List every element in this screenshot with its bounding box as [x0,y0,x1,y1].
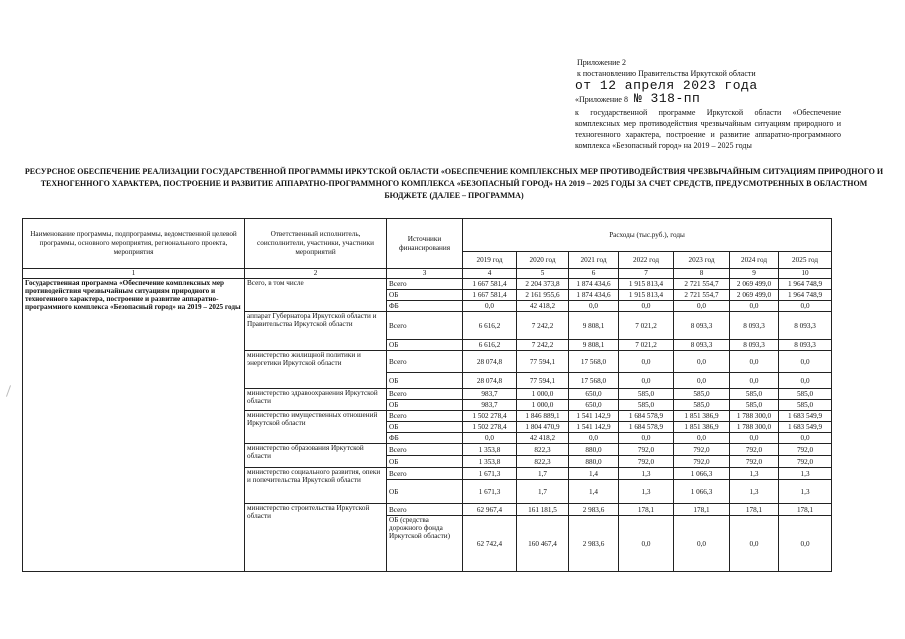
source-cell: Всего [387,351,463,373]
value-cell: 1 066,3 [674,480,730,504]
value-cell: 6 616,2 [463,312,517,340]
value-cell: 880,0 [569,444,619,456]
value-cell: 1 667 581,4 [463,290,517,301]
header-year: 2025 год [779,252,832,269]
document-title: РЕСУРСНОЕ ОБЕСПЕЧЕНИЕ РЕАЛИЗАЦИИ ГОСУДАРСТВЕННОЙ ПРОГРАММЫ ИРКУТСКОЙ ОБЛАСТИ «ОБЕСПЕЧЕНИЕ КОМПЛЕКСНЫХ МЕР ПРОТИВОДЕЙСТВИЯ ЧРЕЗВЫЧАЙНЫМ СИТУАЦИЯМ ПРИРОДНОГО И ТЕХНОГЕННОГО ХАРАКТЕРА, ПОСТРОЕНИЕ И РАЗВИТИЕ АППАРАТНО-ПРОГРАММНОГО КОМПЛЕКСА «БЕЗОПАСНЫЙ ГОРОД» НА 2019 – 2025 ГОДЫ ЗА СЧЕТ СРЕДСТВ, ПРЕДУСМОТРЕННЫХ В ОБЛАСТНОМ БЮДЖЕТЕ (ДАЛЕЕ – ПРОГРАММА) [24,167,884,200]
value-cell: 1,4 [569,468,619,480]
value-cell: 0,0 [674,301,730,312]
source-cell: ОБ [387,290,463,301]
value-cell: 1,7 [517,480,569,504]
header-name: Наименование программы, подпрограммы, ведомственной целевой программы, основного мероприятия, регионального проекта, мероприятия [23,219,245,269]
value-cell: 2 161 955,6 [517,290,569,301]
value-cell: 1,3 [730,468,779,480]
value-cell: 983,7 [463,400,517,411]
source-cell: Всего [387,389,463,400]
value-cell: 585,0 [730,389,779,400]
column-number: 10 [779,269,832,279]
value-cell: 0,0 [569,301,619,312]
value-cell: 62 967,4 [463,504,517,516]
value-cell: 42 418,2 [517,301,569,312]
value-cell: 0,0 [569,433,619,444]
value-cell: 2 721 554,7 [674,290,730,301]
source-cell: ФБ [387,433,463,444]
value-cell: 0,0 [619,433,674,444]
value-cell: 8 093,3 [730,312,779,340]
source-cell: ОБ [387,480,463,504]
executor-cell: министерство здравоохранения Иркутской области [245,389,387,411]
value-cell: 7 242,2 [517,312,569,340]
value-cell: 28 074,8 [463,351,517,373]
value-cell: 161 181,5 [517,504,569,516]
value-cell: 1,3 [730,480,779,504]
source-cell: ОБ (средства дорожного фонда Иркутской области) [387,516,463,572]
value-cell: 1 671,3 [463,468,517,480]
value-cell: 0,0 [674,516,730,572]
value-cell: 0,0 [619,516,674,572]
header-expenses: Расходы (тыс.руб.), годы [463,219,832,252]
attachment-body: к государственной программе Иркутской области «Обеспечение комплексных мер противодействия чрезвычайным ситуациям природного и техногенного характера, построение и развитие аппаратно-программного комплекса «Безопасный город» на 2019 – 2025 годы [575,108,841,150]
value-cell: 2 983,6 [569,504,619,516]
value-cell: 42 418,2 [517,433,569,444]
value-cell: 2 721 554,7 [674,279,730,290]
value-cell: 6 616,2 [463,340,517,351]
value-cell: 0,0 [779,516,832,572]
value-cell: 1 502 278,4 [463,422,517,433]
source-cell: Всего [387,468,463,480]
value-cell: 0,0 [730,516,779,572]
value-cell: 585,0 [674,389,730,400]
value-cell: 1,7 [517,468,569,480]
value-cell: 0,0 [730,373,779,389]
value-cell: 1,3 [619,480,674,504]
value-cell: 1,3 [619,468,674,480]
value-cell: 1 964 748,9 [779,279,832,290]
value-cell: 1,3 [779,468,832,480]
value-cell: 0,0 [619,373,674,389]
header-source: Источники финансирования [387,219,463,269]
value-cell: 1 671,3 [463,480,517,504]
value-cell: 8 093,3 [730,340,779,351]
value-cell: 1 667 581,4 [463,279,517,290]
value-cell: 0,0 [730,301,779,312]
table-row [23,279,832,290]
value-cell: 8 093,3 [779,312,832,340]
value-cell: 9 808,1 [569,312,619,340]
executor-cell: аппарат Губернатора Иркутской области и Правительства Иркутской области [245,312,387,351]
column-number: 3 [387,269,463,279]
value-cell: 2 983,6 [569,516,619,572]
source-cell: Всего [387,504,463,516]
value-cell: 8 093,3 [779,340,832,351]
value-cell: 1 684 578,9 [619,422,674,433]
value-cell: 7 021,2 [619,340,674,351]
value-cell: 792,0 [779,456,832,468]
column-number: 1 [23,269,245,279]
value-cell: 792,0 [619,444,674,456]
value-cell: 1 683 549,9 [779,411,832,422]
resource-table [22,218,832,572]
value-cell: 178,1 [619,504,674,516]
value-cell: 9 808,1 [569,340,619,351]
value-cell: 0,0 [779,433,832,444]
value-cell: 0,0 [674,351,730,373]
value-cell: 178,1 [779,504,832,516]
value-cell: 1 874 434,6 [569,290,619,301]
value-cell: 2 204 373,8 [517,279,569,290]
header-year: 2023 год [674,252,730,269]
value-cell: 7 242,2 [517,340,569,351]
value-cell: 0,0 [674,373,730,389]
value-cell: 585,0 [619,400,674,411]
source-cell: ОБ [387,422,463,433]
program-name: Государственная программа «Обеспечение комплексных мер противодействия чрезвычайным ситуациям природного и техногенного характера, построение и развитие аппаратно-программного комплекса «Безопасный город» на 2019 – 2025 годы [23,279,245,572]
value-cell: 1 851 386,9 [674,411,730,422]
value-cell: 2 069 499,0 [730,290,779,301]
value-cell: 77 594,1 [517,373,569,389]
column-number: 8 [674,269,730,279]
executor-cell: министерство образования Иркутской области [245,444,387,468]
value-cell: 585,0 [779,400,832,411]
value-cell: 792,0 [674,444,730,456]
value-cell: 822,3 [517,444,569,456]
value-cell: 1,4 [569,480,619,504]
value-cell: 2 069 499,0 [730,279,779,290]
value-cell: 1 541 142,9 [569,422,619,433]
source-cell: Всего [387,312,463,340]
column-number: 4 [463,269,517,279]
value-cell: 1 788 300,0 [730,411,779,422]
value-cell: 0,0 [730,433,779,444]
value-cell: 1 683 549,9 [779,422,832,433]
value-cell: 1 915 813,4 [619,279,674,290]
value-cell: 0,0 [779,351,832,373]
value-cell: 17 568,0 [569,373,619,389]
value-cell: 585,0 [730,400,779,411]
value-cell: 585,0 [779,389,832,400]
attachment-number: № 318-пп [633,91,701,106]
column-number: 7 [619,269,674,279]
column-number: 2 [245,269,387,279]
value-cell: 880,0 [569,456,619,468]
value-cell: 17 568,0 [569,351,619,373]
source-cell: ОБ [387,456,463,468]
value-cell: 0,0 [779,373,832,389]
value-cell: 0,0 [619,301,674,312]
value-cell: 77 594,1 [517,351,569,373]
value-cell: 1 000,0 [517,400,569,411]
value-cell: 585,0 [619,389,674,400]
column-number: 6 [569,269,619,279]
value-cell: 792,0 [779,444,832,456]
value-cell: 0,0 [730,351,779,373]
attachment-line2: к постановлению Правительства Иркутской области [577,69,756,78]
executor-cell: министерство социального развития, опеки и попечительства Иркутской области [245,468,387,504]
value-cell: 7 021,2 [619,312,674,340]
source-cell: ОБ [387,373,463,389]
value-cell: 1 851 386,9 [674,422,730,433]
attachment-line1: Приложение 2 [577,58,626,67]
value-cell: 1 915 813,4 [619,290,674,301]
value-cell: 160 467,4 [517,516,569,572]
value-cell: 983,7 [463,389,517,400]
value-cell: 0,0 [463,433,517,444]
value-cell: 178,1 [674,504,730,516]
value-cell: 585,0 [674,400,730,411]
value-cell: 1 874 434,6 [569,279,619,290]
value-cell: 8 093,3 [674,312,730,340]
header-year: 2019 год [463,252,517,269]
executor-cell: Всего, в том числе [245,279,387,312]
value-cell: 1 804 470,9 [517,422,569,433]
value-cell: 1,3 [779,480,832,504]
value-cell: 792,0 [619,456,674,468]
value-cell: 1 964 748,9 [779,290,832,301]
column-number: 9 [730,269,779,279]
value-cell: 792,0 [730,456,779,468]
source-cell: Всего [387,411,463,422]
header-year: 2020 год [517,252,569,269]
value-cell: 0,0 [463,301,517,312]
value-cell: 0,0 [619,351,674,373]
source-cell: Всего [387,279,463,290]
value-cell: 62 742,4 [463,516,517,572]
value-cell: 792,0 [730,444,779,456]
value-cell: 1 000,0 [517,389,569,400]
executor-cell: министерство строительства Иркутской области [245,504,387,572]
header-executor: Ответственный исполнитель, соисполнители, участники, участники мероприятий [245,219,387,269]
attachment-prefix: «Приложение 8 [575,95,628,104]
value-cell: 1 684 578,9 [619,411,674,422]
value-cell: 1 353,8 [463,456,517,468]
value-cell: 822,3 [517,456,569,468]
value-cell: 650,0 [569,400,619,411]
header-year: 2022 год [619,252,674,269]
value-cell: 1 541 142,9 [569,411,619,422]
value-cell: 1 066,3 [674,468,730,480]
column-number: 5 [517,269,569,279]
executor-cell: министерство имущественных отношений Иркутской области [245,411,387,444]
value-cell: 0,0 [779,301,832,312]
attachment-date: от 12 апреля 2023 года [575,78,758,93]
value-cell: 1 502 278,4 [463,411,517,422]
attachment-block [575,57,875,151]
value-cell: 28 074,8 [463,373,517,389]
value-cell: 1 846 889,1 [517,411,569,422]
scan-mark [6,385,11,397]
source-cell: ФБ [387,301,463,312]
source-cell: Всего [387,444,463,456]
value-cell: 792,0 [674,456,730,468]
header-year: 2024 год [730,252,779,269]
executor-cell: министерство жилищной политики и энергетики Иркутской области [245,351,387,389]
value-cell: 1 788 300,0 [730,422,779,433]
value-cell: 650,0 [569,389,619,400]
value-cell: 1 353,8 [463,444,517,456]
source-cell: ОБ [387,400,463,411]
source-cell: ОБ [387,340,463,351]
header-year: 2021 год [569,252,619,269]
value-cell: 8 093,3 [674,340,730,351]
value-cell: 0,0 [674,433,730,444]
value-cell: 178,1 [730,504,779,516]
